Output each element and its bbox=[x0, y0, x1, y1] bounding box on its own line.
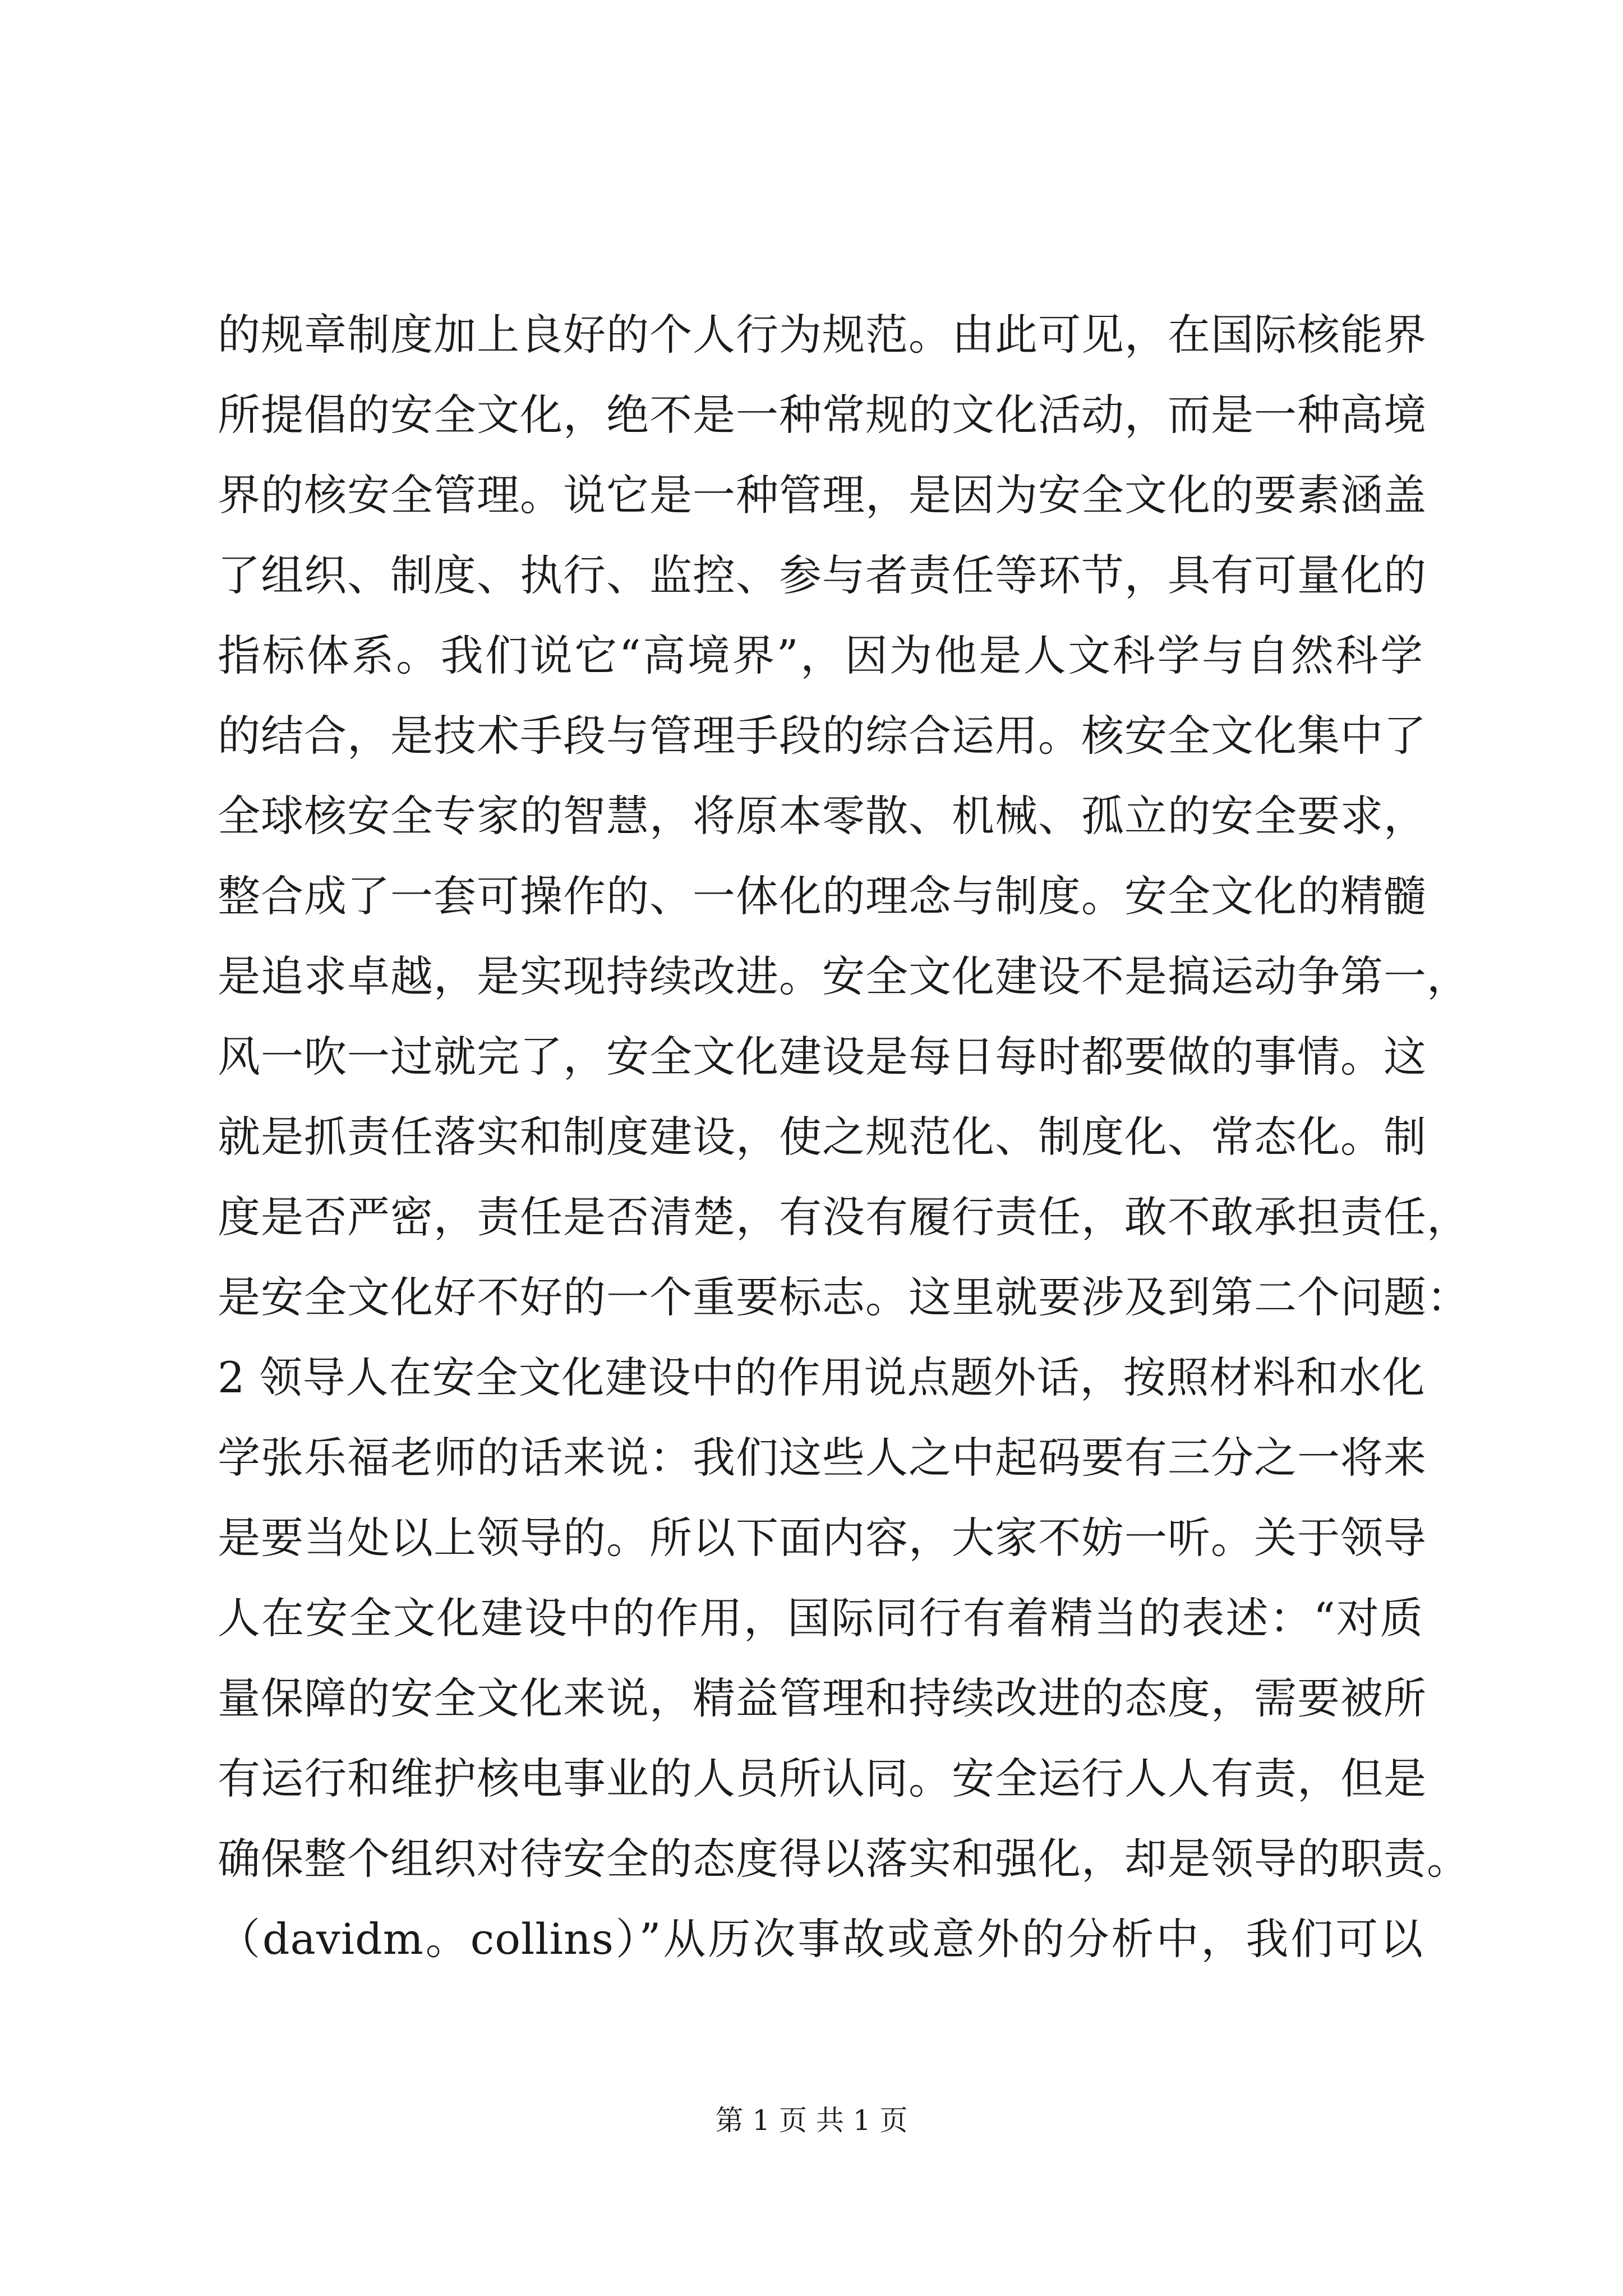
text-line: 整合成了一套可操作的、一体化的理念与制度。安全文化的精髓 bbox=[218, 871, 1427, 921]
text-line: 界的核安全管理。说它是一种管理，是因为安全文化的要素涵盖 bbox=[218, 470, 1427, 520]
text-line: 的规章制度加上良好的个人行为规范。由此可见，在国际核能界 bbox=[218, 310, 1427, 360]
text-line: 量保障的安全文化来说，精益管理和持续改进的态度，需要被所 bbox=[218, 1673, 1427, 1723]
text-line: 风一吹一过就完了，安全文化建设是每日每时都要做的事情。这 bbox=[218, 1032, 1427, 1082]
text-line: 度是否严密，责任是否清楚，有没有履行责任，敢不敢承担责任， bbox=[218, 1192, 1470, 1242]
text-line: 2 领导人在安全文化建设中的作用说点题外话，按照材料和水化 bbox=[218, 1352, 1426, 1402]
text-line: 就是抓责任落实和制度建设，使之规范化、制度化、常态化。制 bbox=[218, 1112, 1427, 1162]
text-line: 人在安全文化建设中的作用，国际同行有着精当的表述：“对质 bbox=[218, 1593, 1423, 1643]
text-line: 的结合，是技术手段与管理手段的综合运用。核安全文化集中了 bbox=[218, 711, 1427, 761]
text-line: 有运行和维护核电事业的人员所认同。安全运行人人有责，但是 bbox=[218, 1754, 1427, 1803]
text-line: 指标体系。我们说它“高境界”，因为他是人文科学与自然科学 bbox=[218, 631, 1423, 680]
text-line: 是要当处以上领导的。所以下面内容，大家不妨一听。关于领导 bbox=[218, 1513, 1427, 1563]
text-line: 全球核安全专家的智慧，将原本零散、机械、孤立的安全要求， bbox=[218, 791, 1427, 841]
body-text bbox=[218, 295, 1470, 1979]
text-line: 了组织、制度、执行、监控、参与者责任等环节，具有可量化的 bbox=[218, 550, 1427, 600]
text-line: 确保整个组织对待安全的态度得以落实和强化，却是领导的职责。 bbox=[218, 1834, 1470, 1884]
text-line: 所提倡的安全文化，绝不是一种常规的文化活动，而是一种高境 bbox=[218, 390, 1427, 440]
text-line: 是追求卓越，是实现持续改进。安全文化建设不是搞运动争第一， bbox=[218, 951, 1470, 1001]
text-line: 是安全文化好不好的一个重要标志。这里就要涉及到第二个问题： bbox=[218, 1272, 1470, 1322]
page-footer: 第 1 页 共 1 页 bbox=[715, 2104, 908, 2137]
text-line: 学张乐福老师的话来说：我们这些人之中起码要有三分之一将来 bbox=[218, 1433, 1427, 1483]
text-line: （davidm。collins）”从历次事故或意外的分析中，我们可以 bbox=[218, 1914, 1423, 1964]
